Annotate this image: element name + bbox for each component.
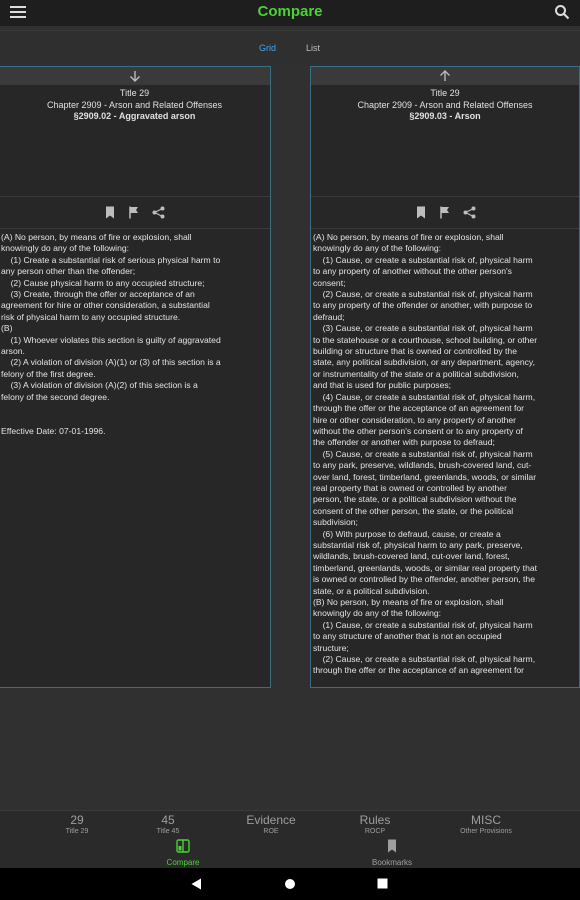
nav-title-45[interactable] [128,814,208,836]
nav-sublabel: ROE [263,828,279,835]
search-icon[interactable] [554,4,570,20]
move-up-button[interactable] [311,67,579,85]
tab-list[interactable]: List [306,43,321,53]
bottom-navigation [0,810,580,868]
section-line: §2909.02 - Aggravated arson [73,111,196,121]
nav-evidence[interactable] [231,814,311,836]
recents-icon[interactable] [377,878,388,889]
back-icon[interactable] [191,878,202,890]
nav-label: MISC [471,813,501,827]
arrow-up-icon [439,70,451,82]
nav-rules[interactable] [335,814,415,836]
nav-sublabel: Title 45 [156,828,180,835]
bookmark-icon[interactable] [415,206,427,219]
nav-label: Rules [359,813,391,827]
arrow-down-icon [129,70,141,82]
chapter-line: Chapter 2909 - Arson and Related Offenses [47,99,222,110]
move-down-button[interactable] [0,67,270,85]
share-icon[interactable] [463,206,476,219]
compare-icon [176,839,190,853]
bookmark-icon[interactable] [104,206,116,219]
nav-sublabel: Title 29 [65,828,89,835]
left-section-panel [0,66,271,688]
flag-icon[interactable] [128,206,140,219]
section-text: (A) No person, by means of fire or explosion, shall knowingly do any of the following: (1) Cause, or create a substantial risk of, physical harm to any property of another without the other person's consent; (2) Cause, or create a substantial risk of, physical harm to any property of the offender or another, with purpose to defraud; (3) Cause, or create a substantial risk of, physical harm to the statehouse or a courthouse, school building, or other building or structure that is owned or controlled by the state, any political subdivision, or any department, agency, or instrumentality of the state or a political subdivision, and that is used for public purposes; (4) Cause, or create a substantial risk of, physical harm, through the offer or the acceptance of an agreement for hire or other consideration, to any property of another without the other person's consent or to any property of the offender or another with purpose to defraud; (5) Cause, or create a substantial risk of, physical harm to any park, preserve, wildlands, brush-covered land, cut- over land, forest, timberland, greenlands, woods, or similar real property that is owned or controlled by another person, the state, or a political subdivision without the consent of the other person, the state, or the political subdivision; (6) With purpose to defraud, cause, or create a substantial risk of, physical harm to any park, preserve, wildlands, brush-covered land, cut-over land, forest, timberland, greenlands, woods, or similar real property that is owned or controlled by the offender, another person, the state, or a political subdivision. (B) No person, by means of fire or explosion, shall knowingly do any of the following: (1) Cause, or create a substantial risk of, physical harm to any structure of another that is not an occupied structure; (2) Cause, or create a substantial risk of, physical harm, through the offer or the acceptance of an agreement for [313,232,538,676]
system-navigation-bar [0,868,580,900]
flag-icon[interactable] [439,206,451,219]
title-line: Title 29 [430,88,460,98]
chapter-line: Chapter 2909 - Arson and Related Offenses [357,99,533,110]
share-icon[interactable] [152,206,165,219]
nav-sublabel: Other Provisions [460,828,512,835]
app-title: Compare [257,3,323,20]
right-section-panel [310,66,580,688]
nav-bookmarks-label: Bookmarks [371,858,412,867]
nav-compare[interactable] [143,839,223,868]
nav-bookmarks[interactable] [352,839,432,868]
app-bar [0,0,580,26]
view-toggle-bar [0,30,580,64]
tab-grid[interactable]: Grid [259,43,277,53]
nav-label: 45 [161,813,175,827]
section-actions [0,197,270,229]
nav-label: Evidence [246,813,296,827]
nav-compare-label: Compare [166,858,200,867]
bookmark-icon [386,839,398,853]
nav-sublabel: ROCP [364,828,386,835]
nav-title-29[interactable] [37,814,117,836]
nav-label: 29 [70,813,84,827]
section-line: §2909.03 - Arson [409,111,481,121]
nav-misc[interactable] [446,814,526,836]
home-icon[interactable] [284,878,296,890]
section-text: (A) No person, by means of fire or explosion, shall knowingly do any of the following: (1) Create a substantial risk of serious physical harm to any person other than the offender; (2) Cause physical harm to any occupied structure; (3) Create, through the offer or acceptance of an agreement for hire or other consideration, a substantial risk of physical harm to any occupied structure. (B) (1) Whoever violates this section is guilty of aggravated arson. (2) A violation of division (A)(1) or (3) of this section is a felony of the first degree. (3) A violation of division (A)(2) of this section is a felony of the second degree. Effective Date: 07-01-1996. [1,232,221,436]
section-header [311,85,579,197]
title-line: Title 29 [119,88,150,98]
section-header [0,85,270,197]
section-actions [311,197,579,229]
